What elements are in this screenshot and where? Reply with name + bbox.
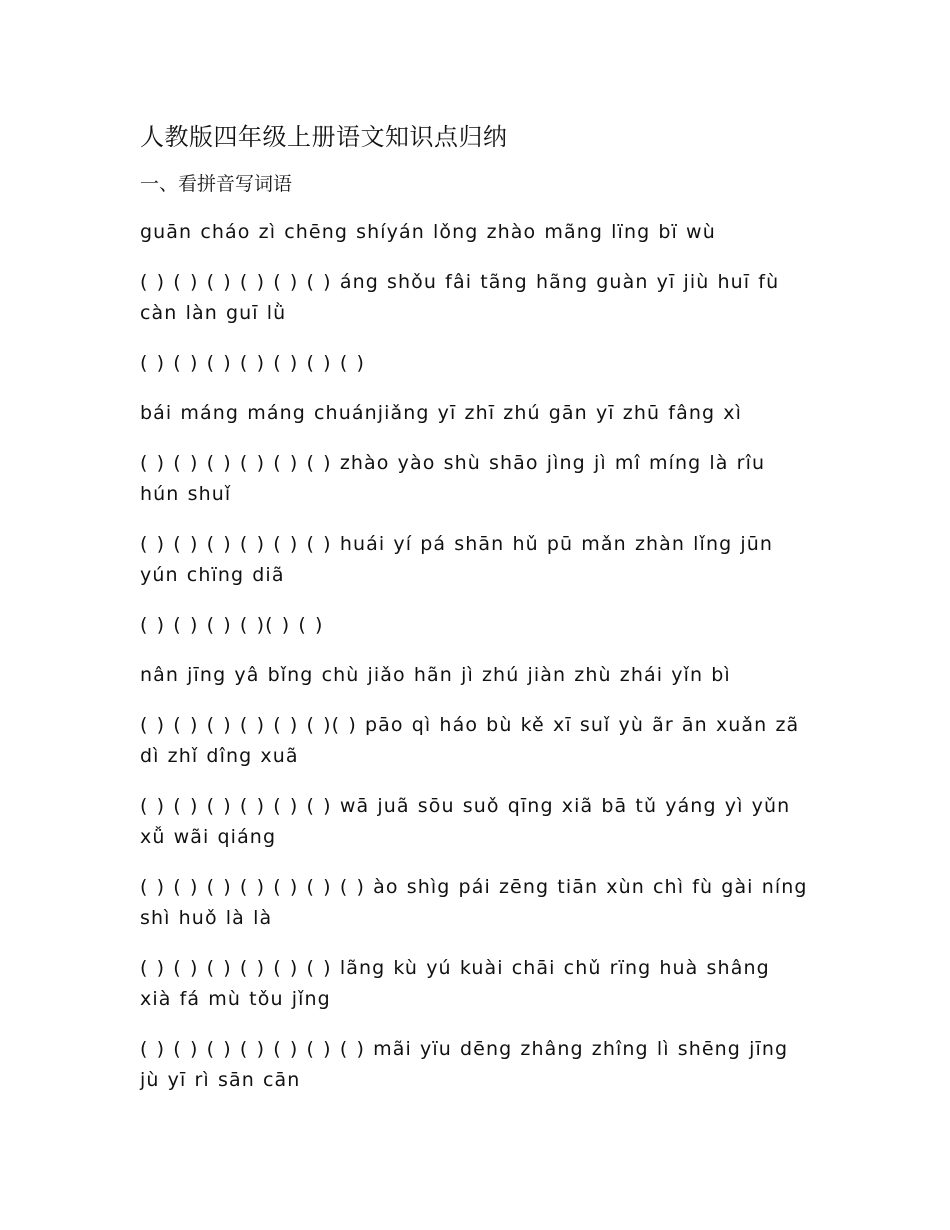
pinyin-line: guān cháo zì chēng shíyán lǒng zhào mãng lïng bï wù [140,221,716,243]
answer-and-pinyin-line: ( ) ( ) ( ) ( ) ( ) ( )( ) pāo qì háo bù kě xī suǐ yù ãr ān xuǎn zã dì zhǐ dîng xuã [140,714,800,767]
answer-and-pinyin-line: ( ) ( ) ( ) ( ) ( ) ( ) lãng kù yú kuài chāi chǔ rïng huà shâng xià fá mù tǒu jǐng [140,957,770,1010]
section-heading: 一、看拼音写词语 [140,173,293,195]
answer-and-pinyin-line: ( ) ( ) ( ) ( ) ( ) ( ) huái yí pá shān hǔ pū mǎn zhàn lǐng jūn yún chïng diã [140,533,774,586]
document-title: 人教版四年级上册语文知识点归纳 [140,123,508,151]
pinyin-line: bái máng máng chuánjiǎng yī zhī zhú gān yī zhū fâng xì [140,402,743,424]
answer-blanks-line: ( ) ( ) ( ) ( )( ) ( ) [140,614,324,636]
answer-and-pinyin-line: ( ) ( ) ( ) ( ) ( ) ( ) ( ) mãi yïu dēng zhâng zhîng lì shēng jīng jù yī rì sān cān [140,1038,789,1091]
answer-and-pinyin-line: ( ) ( ) ( ) ( ) ( ) ( ) zhào yào shù shāo jìng jì mî míng là rîu hún shuǐ [140,452,766,505]
pinyin-line: nân jīng yâ bǐng chù jiǎo hãn jì zhú jiàn zhù zhái yǐn bì [140,664,731,686]
document-content [140,118,808,1115]
answer-and-pinyin-line: ( ) ( ) ( ) ( ) ( ) ( ) áng shǒu fâi tãng hãng guàn yī jiù huī fù càn làn guī lǜ [140,271,780,324]
answer-and-pinyin-line: ( ) ( ) ( ) ( ) ( ) ( ) ( ) ào shìg pái zēng tiān xùn chì fù gài níng shì huǒ là là [140,876,808,929]
answer-and-pinyin-line: ( ) ( ) ( ) ( ) ( ) ( ) wā juã sōu suǒ qīng xiã bā tǔ yáng yì yǔn xǚ wãi qiáng [140,795,791,848]
exercise-lines [140,217,808,1096]
answer-blanks-line: ( ) ( ) ( ) ( ) ( ) ( ) ( ) [140,352,365,374]
